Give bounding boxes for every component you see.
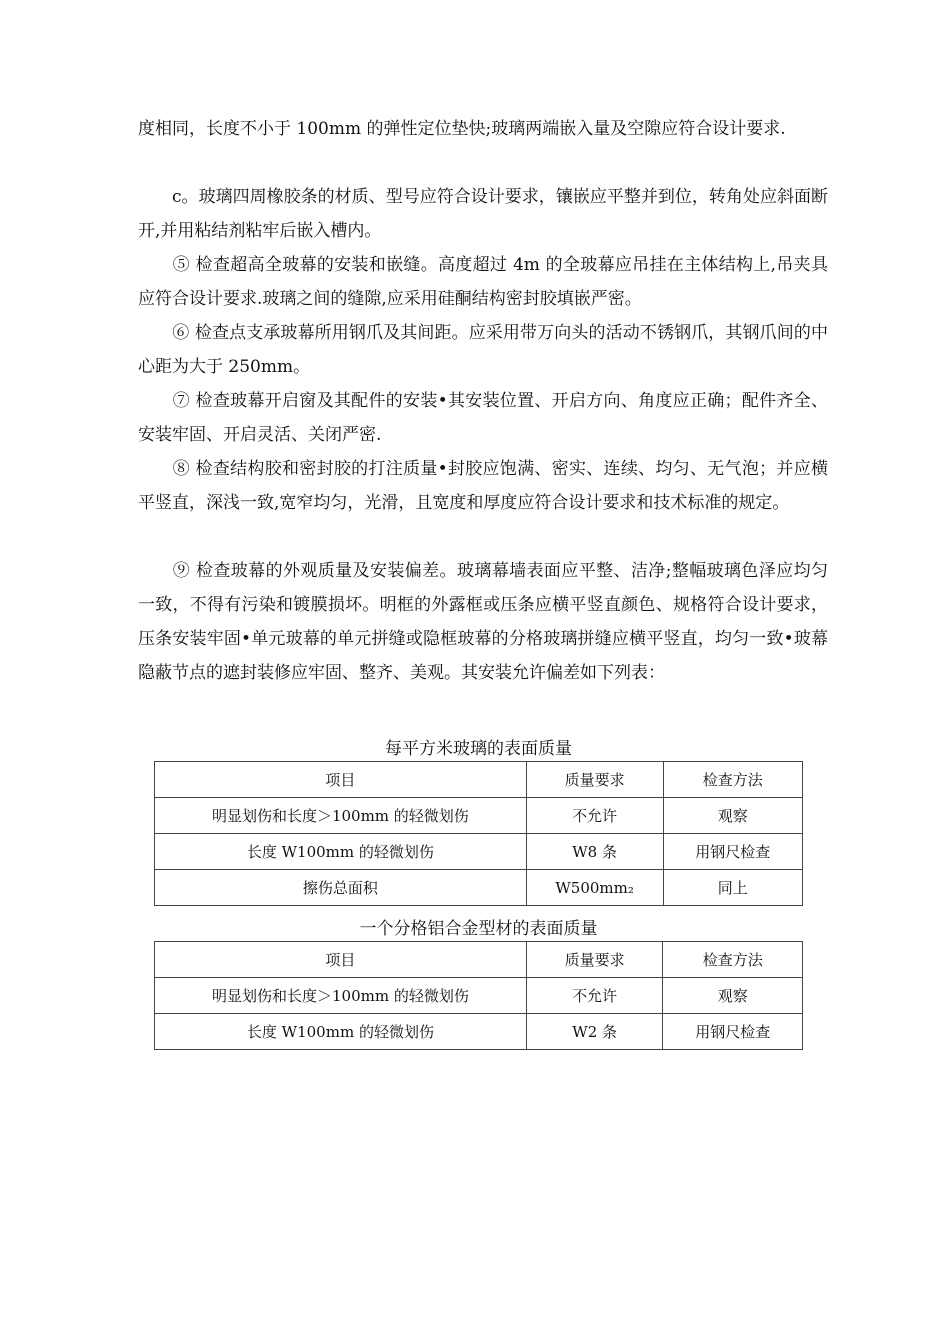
cell-item: 明显划伤和长度＞100mm 的轻微划伤 <box>155 978 527 1014</box>
table2-caption: 一个分格铝合金型材的表面质量 <box>359 919 598 939</box>
table-row <box>155 1014 803 1050</box>
cell-method: 用钢尺检查 <box>663 1014 803 1050</box>
cell-item: 擦伤总面积 <box>155 870 527 906</box>
paragraph-item-9: ⑨ 检查玻幕的外观质量及安装偏差。玻璃幕墙表面应平整、洁净;整幅玻璃色泽应均匀一致，不得有污染和镀膜损坏。明框的外露框或压条应横平竖直颜色、规格符合设计要求，压条安装牢固•单元玻幕的单元拼缝或隐框玻幕的分格玻璃拼缝应横平竖直，均匀一致•玻幕隐蔽节点的遮封装修应牢固、整齐、美观。其安装允许偏差如下列表： <box>138 561 828 683</box>
header-requirement: 质量要求 <box>526 942 663 978</box>
table1-caption: 每平方米玻璃的表面质量 <box>385 739 572 759</box>
cell-requirement: W8 条 <box>526 834 663 870</box>
header-requirement: 质量要求 <box>526 762 663 798</box>
table-header-row <box>155 942 803 978</box>
header-item: 项目 <box>155 762 527 798</box>
paragraph-item-5: ⑤ 检查超高全玻幕的安装和嵌缝。高度超过 4m 的全玻幕应吊挂在主体结构上,吊夹具应符合设计要求.玻璃之间的缝隙,应采用硅酮结构密封胶填嵌严密。 <box>138 255 828 309</box>
header-method: 检查方法 <box>663 942 803 978</box>
paragraph-gasket: 度相同，长度不小于 100mm 的弹性定位垫快;玻璃两端嵌入量及空隙应符合设计要求. <box>138 119 786 139</box>
cell-requirement: W2 条 <box>526 1014 663 1050</box>
glass-surface-quality-table <box>154 761 803 906</box>
cell-item: 长度 W100mm 的轻微划伤 <box>155 834 527 870</box>
paragraph-item-6: ⑥ 检查点支承玻幕所用钢爪及其间距。应采用带万向头的活动不锈钢爪，其钢爪间的中心距为大于 250mm。 <box>138 323 828 377</box>
cell-requirement: 不允许 <box>526 978 663 1014</box>
cell-item: 明显划伤和长度＞100mm 的轻微划伤 <box>155 798 527 834</box>
paragraph-rubber-strip: c。玻璃四周橡胶条的材质、型号应符合设计要求，镶嵌应平整并到位，转角处应斜面断开,并用粘结剂粘牢后嵌入槽内。 <box>138 187 828 241</box>
cell-method: 同上 <box>663 870 803 906</box>
paragraph-item-7: ⑦ 检查玻幕开启窗及其配件的安装•其安装位置、开启方向、角度应正确；配件齐全、安装牢固、开启灵活、关闭严密. <box>138 391 828 445</box>
cell-method: 观察 <box>663 798 803 834</box>
table-header-row <box>155 762 803 798</box>
table-row <box>155 798 803 834</box>
cell-item: 长度 W100mm 的轻微划伤 <box>155 1014 527 1050</box>
table-row <box>155 978 803 1014</box>
cell-method: 观察 <box>663 978 803 1014</box>
paragraph-item-8: ⑧ 检查结构胶和密封胶的打注质量•封胶应饱满、密实、连续、均匀、无气泡；并应横平竖直，深浅一致,宽窄均匀，光滑，且宽度和厚度应符合设计要求和技术标准的规定。 <box>138 459 828 513</box>
cell-method: 用钢尺检查 <box>663 834 803 870</box>
header-method: 检查方法 <box>663 762 803 798</box>
table-row <box>155 870 803 906</box>
header-item: 项目 <box>155 942 527 978</box>
aluminium-surface-quality-table <box>154 941 803 1050</box>
cell-requirement: W500mm₂ <box>526 870 663 906</box>
cell-requirement: 不允许 <box>526 798 663 834</box>
table-row <box>155 834 803 870</box>
